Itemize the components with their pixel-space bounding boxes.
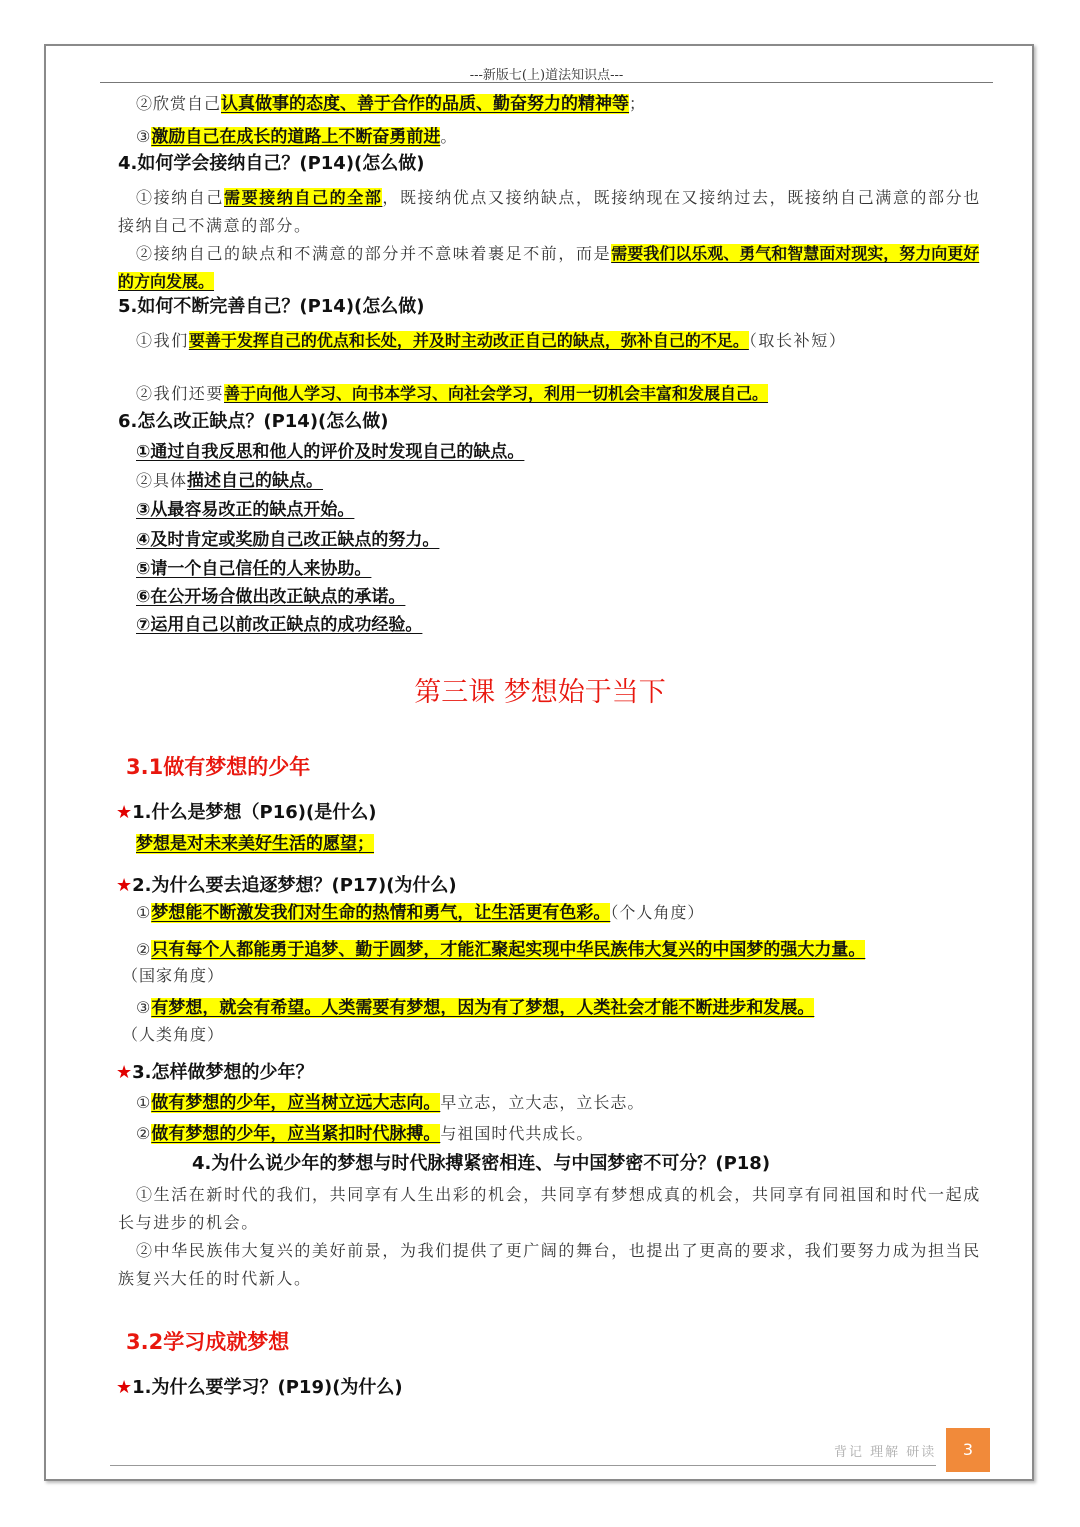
q6-item-7: ⑦运用自己以前改正缺点的成功经验。 — [136, 615, 423, 635]
q6-item-1: ①通过自我反思和他人的评价及时发现自己的缺点。 — [136, 442, 525, 462]
header-divider — [100, 82, 993, 83]
q6-item-3: ③从最容易改正的缺点开始。 — [136, 500, 355, 520]
dream-q3-point-1: ①做有梦想的少年，应当树立远大志向。早立志，立大志，立长志。 — [136, 1093, 645, 1113]
dream-q2-point-2: ②只有每个人都能勇于追梦、勤于圆梦，才能汇聚起实现中华民族伟大复兴的中国梦的强大力量。 — [136, 940, 866, 960]
appreciate-line: ②欣赏自己认真做事的态度、善于合作的品质、勤奋努力的精神等； — [136, 94, 647, 114]
dream-q2-title: ★2.为什么要去追逐梦想？(P17)(为什么) — [116, 875, 457, 896]
page-number-badge: 3 — [946, 1428, 990, 1472]
dream-q3-title: ★3.怎样做梦想的少年？ — [116, 1062, 314, 1083]
q6-item-2: ②具体描述自己的缺点。 — [136, 471, 324, 491]
section-3-1-title: 3.1做有梦想的少年 — [126, 755, 311, 779]
q4-para-2: ②接纳自己的缺点和不满意的部分并不意味着裹足不前，而是需要我们以乐观、勇气和智慧面对现实，努力向更好的方向发展。 — [118, 244, 980, 291]
dream-q2-point-3-note: （人类角度） — [122, 1025, 225, 1044]
lesson-title: 第三课 梦想始于当下 — [414, 677, 666, 708]
star-icon: ★ — [116, 802, 133, 823]
q5-para-2: ②我们还要善于向他人学习、向书本学习、向社会学习，利用一切机会丰富和发展自己。 — [136, 384, 769, 403]
q6-item-5: ⑤请一个自己信任的人来协助。 — [136, 559, 372, 579]
dream-q4-title: 4.为什么说少年的梦想与时代脉搏紧密相连、与中国梦密不可分？(P18) — [192, 1153, 771, 1174]
dream-q4-para-2: ②中华民族伟大复兴的美好前景，为我们提供了更广阔的舞台，也提出了更高的要求，我们要努力成为担当民族复兴大任的时代新人。 — [118, 1241, 981, 1288]
page-header: ---新版七(上)道法知识点--- — [469, 68, 624, 83]
q5-title: 5.如何不断完善自己？(P14)(怎么做) — [118, 296, 425, 317]
q4-title: 4.如何学会接纳自己？(P14)(怎么做) — [118, 153, 425, 174]
q6-item-6: ⑥在公开场合做出改正缺点的承诺。 — [136, 587, 406, 607]
q6-title: 6.怎么改正缺点？(P14)(怎么做) — [118, 411, 389, 432]
dream-q1-title: ★1.什么是梦想（P16)(是什么) — [116, 802, 377, 823]
dream-q4-para-1: ①生活在新时代的我们，共同享有人生出彩的机会，共同享有梦想成真的机会，共同享有同祖国和时代一起成长与进步的机会。 — [118, 1185, 981, 1232]
dream-q1-answer: 梦想是对未来美好生活的愿望； — [136, 834, 374, 854]
q5-para-1: ①我们要善于发挥自己的优点和长处，并及时主动改正自己的缺点，弥补自己的不足。（取长补短） — [136, 331, 847, 350]
study-q1-title: ★1.为什么要学习？(P19)(为什么) — [116, 1377, 403, 1398]
encourage-line: ③激励自己在成长的道路上不断奋勇前进。 — [136, 127, 458, 147]
dream-q2-point-3: ③有梦想，就会有希望。人类需要有梦想，因为有了梦想，人类社会才能不断进步和发展。 — [136, 998, 815, 1018]
dream-q2-point-1: ①梦想能不断激发我们对生命的热情和勇气，让生活更有色彩。（个人角度） — [136, 903, 705, 923]
q6-item-4: ④及时肯定或奖励自己改正缺点的努力。 — [136, 530, 440, 550]
dream-q3-point-2: ②做有梦想的少年，应当紧扣时代脉搏。与祖国时代共成长。 — [136, 1124, 594, 1144]
star-icon: ★ — [116, 1062, 133, 1083]
q4-para-1: ①接纳自己需要接纳自己的全部，既接纳优点又接纳缺点，既接纳现在又接纳过去，既接纳自己满意的部分也接纳自己不满意的部分。 — [118, 188, 981, 235]
footer-divider — [110, 1465, 936, 1466]
star-icon: ★ — [116, 1377, 133, 1398]
star-icon: ★ — [116, 875, 133, 896]
footer-motto: 背记 理解 研读 — [834, 1445, 937, 1460]
dream-q2-point-2-note: （国家角度） — [122, 966, 225, 985]
section-3-2-title: 3.2学习成就梦想 — [126, 1330, 290, 1354]
